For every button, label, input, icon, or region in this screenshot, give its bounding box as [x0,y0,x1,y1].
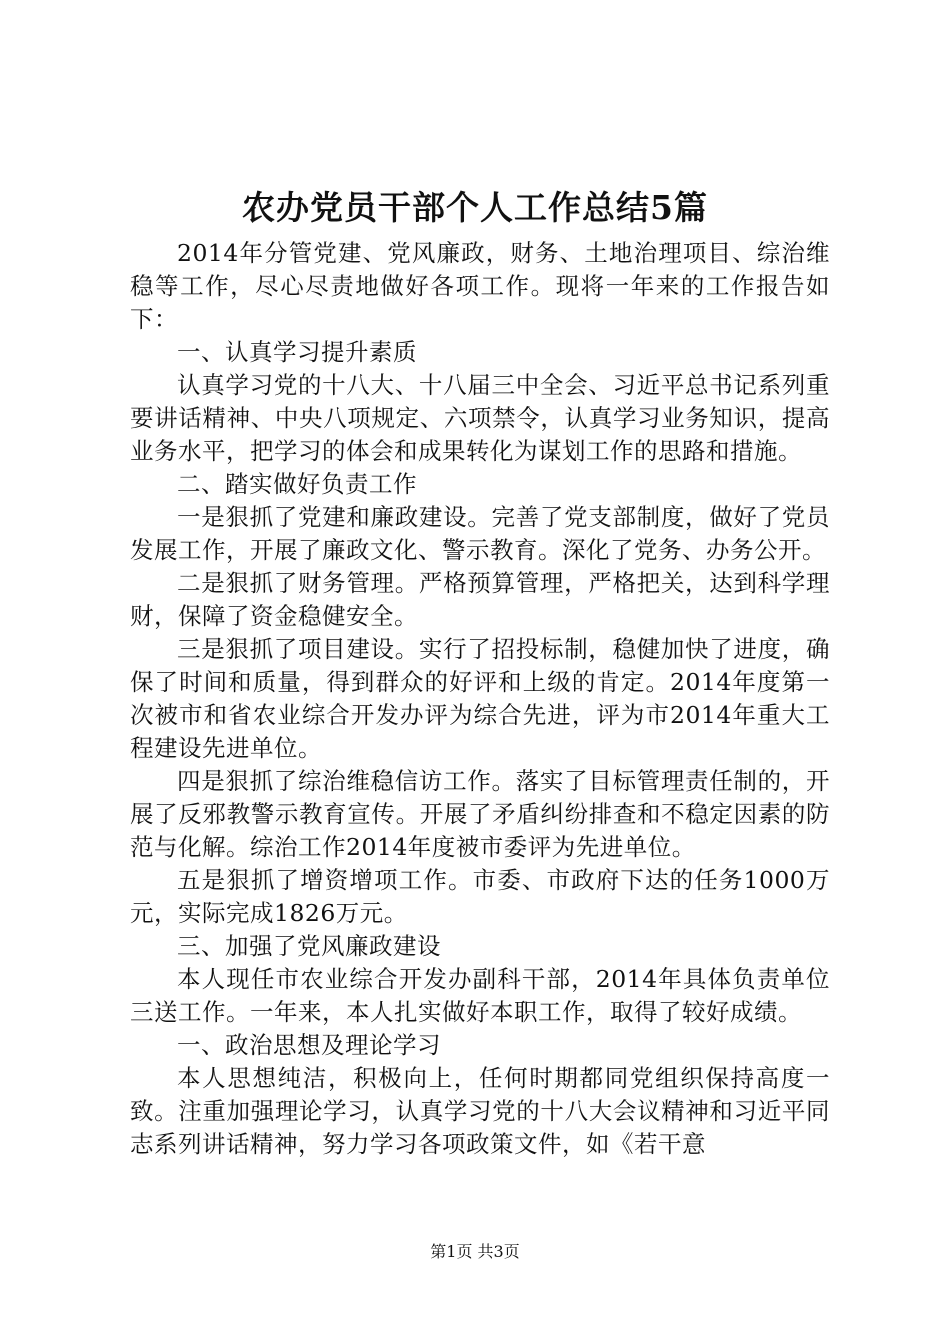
body-paragraph: 四是狠抓了综治维稳信访工作。落实了目标管理责任制的，开展了反邪教警示教育宣传。开展了矛盾纠纷排查和不稳定因素的防范与化解。综治工作2014年度被市委评为先进单位。 [130,767,830,861]
body-paragraph: 本人现任市农业综合开发办副科干部，2014年具体负责单位三送工作。一年来，本人扎实做好本职工作，取得了较好成绩。 [130,965,830,1026]
body-paragraph: 三是狠抓了项目建设。实行了招投标制，稳健加快了进度，确保了时间和质量，得到群众的好评和上级的肯定。2014年度第一次被市和省农业综合开发办评为综合先进，评为市2014年重大工程建设先进单位。 [130,635,830,762]
document-title: 农办党员干部个人工作总结5篇 [242,188,708,227]
section-heading: 二、踏实做好负责工作 [177,470,417,498]
intro-paragraph: 2014年分管党建、党风廉政，财务、土地治理项目、综治维稳等工作，尽心尽责地做好各项工作。现将一年来的工作报告如下： [130,239,830,333]
section-heading: 一、认真学习提升素质 [177,338,417,366]
section-heading: 三、加强了党风廉政建设 [177,932,441,960]
section-heading: 一、政治思想及理论学习 [177,1031,441,1059]
body-paragraph: 认真学习党的十八大、十八届三中全会、习近平总书记系列重要讲话精神、中央八项规定、六项禁令，认真学习业务知识，提高业务水平，把学习的体会和成果转化为谋划工作的思路和措施。 [130,371,830,465]
page-number: 第1页 共3页 [430,1242,520,1261]
body-paragraph: 一是狠抓了党建和廉政建设。完善了党支部制度，做好了党员发展工作，开展了廉政文化、警示教育。深化了党务、办务公开。 [130,503,830,564]
document-body [130,237,830,1161]
body-paragraph: 五是狠抓了增资增项工作。市委、市政府下达的任务1000万元，实际完成1826万元。 [130,866,830,927]
body-paragraph: 本人思想纯洁，积极向上，任何时期都同党组织保持高度一致。注重加强理论学习，认真学习党的十八大会议精神和习近平同志系列讲话精神，努力学习各项政策文件，如《若干意 [130,1064,830,1158]
body-paragraph: 二是狠抓了财务管理。严格预算管理，严格把关，达到科学理财，保障了资金稳健安全。 [130,569,830,630]
